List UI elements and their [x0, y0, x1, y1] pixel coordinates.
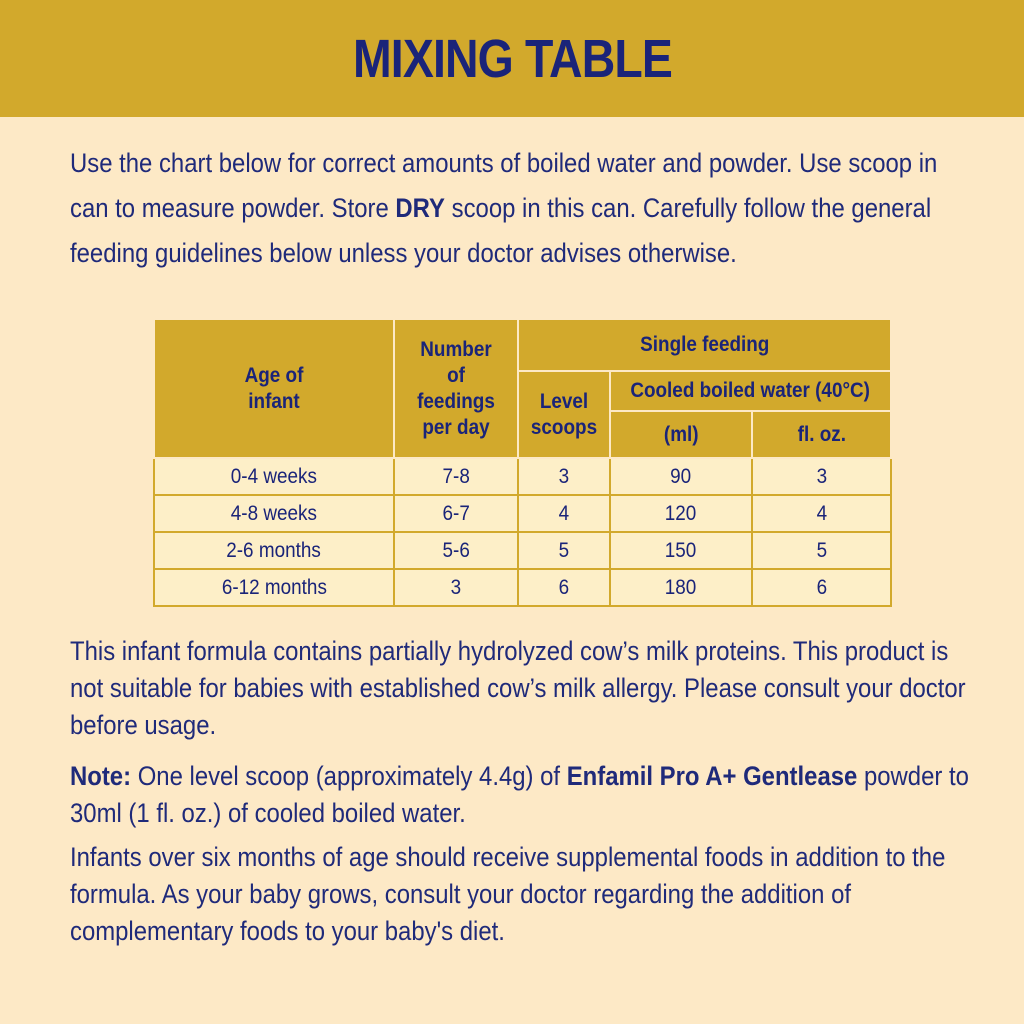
cell-feedings [394, 569, 518, 606]
cell-age-text: 4-8 weeks [230, 501, 318, 525]
intro-paragraph [70, 141, 973, 276]
cell-age [154, 458, 394, 495]
table-row [154, 495, 891, 532]
cell-ml-text: 180 [665, 575, 697, 599]
cell-feedings-text: 3 [450, 575, 462, 599]
header-age-label: Age of infant [244, 363, 304, 413]
cell-floz-text: 3 [816, 464, 827, 488]
header-floz [752, 411, 891, 458]
cell-feedings-text: 6-7 [442, 501, 470, 525]
cell-scoops [518, 495, 610, 532]
cell-ml-text: 150 [665, 538, 697, 562]
intro-text-2: scoop in this can. Carefully follow the general feeding guidelines below unless your doctor advises otherwise. [70, 193, 932, 268]
note-paragraph [70, 758, 973, 832]
cell-age-text: 6-12 months [221, 575, 327, 599]
page-title: MIXING TABLE [352, 28, 672, 89]
cell-age [154, 532, 394, 569]
cell-feedings [394, 458, 518, 495]
cell-ml [610, 569, 752, 606]
mixing-table [153, 318, 892, 607]
cell-scoops-text: 6 [558, 575, 570, 599]
header-age [154, 319, 394, 458]
cell-floz [752, 532, 891, 569]
cell-scoops [518, 569, 610, 606]
table-row [154, 458, 891, 495]
header-single-feeding [518, 319, 891, 371]
note-text-2: powder to 30ml (1 fl. oz.) of cooled boiled water. [70, 761, 969, 828]
header-scoops [518, 371, 610, 458]
intro-bold-dry: DRY [395, 193, 446, 223]
cell-scoops-text: 4 [558, 501, 570, 525]
title-banner [0, 0, 1024, 117]
cell-floz [752, 495, 891, 532]
table-row [154, 532, 891, 569]
cell-feedings-text: 5-6 [442, 538, 470, 562]
cell-scoops [518, 532, 610, 569]
cell-ml [610, 458, 752, 495]
cell-age-text: 2-6 months [226, 538, 322, 562]
header-feedings-label: Number of feedings per day [417, 337, 495, 439]
cell-floz-text: 6 [816, 575, 827, 599]
note-text-1: One level scoop (approximately 4.4g) of [131, 761, 567, 791]
header-scoops-label: Level scoops [530, 389, 598, 439]
cell-scoops-text: 3 [558, 464, 570, 488]
cell-floz-text: 5 [816, 538, 827, 562]
cell-floz [752, 569, 891, 606]
cell-ml-text: 90 [670, 464, 692, 488]
header-single-feeding-label: Single feeding [639, 333, 770, 356]
allergy-paragraph: This infant formula contains partially hydrolyzed cow’s milk proteins. This product is not suitable for babies with established cow’s milk allergy. Please consult your doctor before usage. [70, 636, 966, 740]
cell-ml-text: 120 [665, 501, 697, 525]
cell-floz [752, 458, 891, 495]
cell-age-text: 0-4 weeks [230, 464, 318, 488]
cell-feedings-text: 7-8 [442, 464, 470, 488]
cell-age [154, 569, 394, 606]
cell-age [154, 495, 394, 532]
header-ml-label: (ml) [663, 422, 699, 446]
cell-scoops-text: 5 [558, 538, 570, 562]
header-water [610, 371, 891, 411]
cell-floz-text: 4 [816, 501, 827, 525]
header-water-label: Cooled boiled water (40°C) [630, 379, 871, 402]
cell-ml [610, 532, 752, 569]
note-label: Note: [70, 761, 132, 791]
header-ml [610, 411, 752, 458]
note-product-name: Enfamil Pro A+ Gentlease [566, 761, 858, 791]
table-row [154, 569, 891, 606]
header-floz-label: fl. oz. [797, 422, 846, 446]
header-feedings [394, 319, 518, 458]
supplemental-foods-paragraph: Infants over six months of age should receive supplemental foods in addition to the formula. As your baby grows, consult your doctor regarding the addition of complementary foods to your baby's diet. [70, 842, 946, 946]
cell-scoops [518, 458, 610, 495]
intro-text-1: Use the chart below for correct amounts of boiled water and powder. Use scoop in can to measure powder. Store [70, 148, 938, 223]
cell-feedings [394, 532, 518, 569]
cell-feedings [394, 495, 518, 532]
cell-ml [610, 495, 752, 532]
